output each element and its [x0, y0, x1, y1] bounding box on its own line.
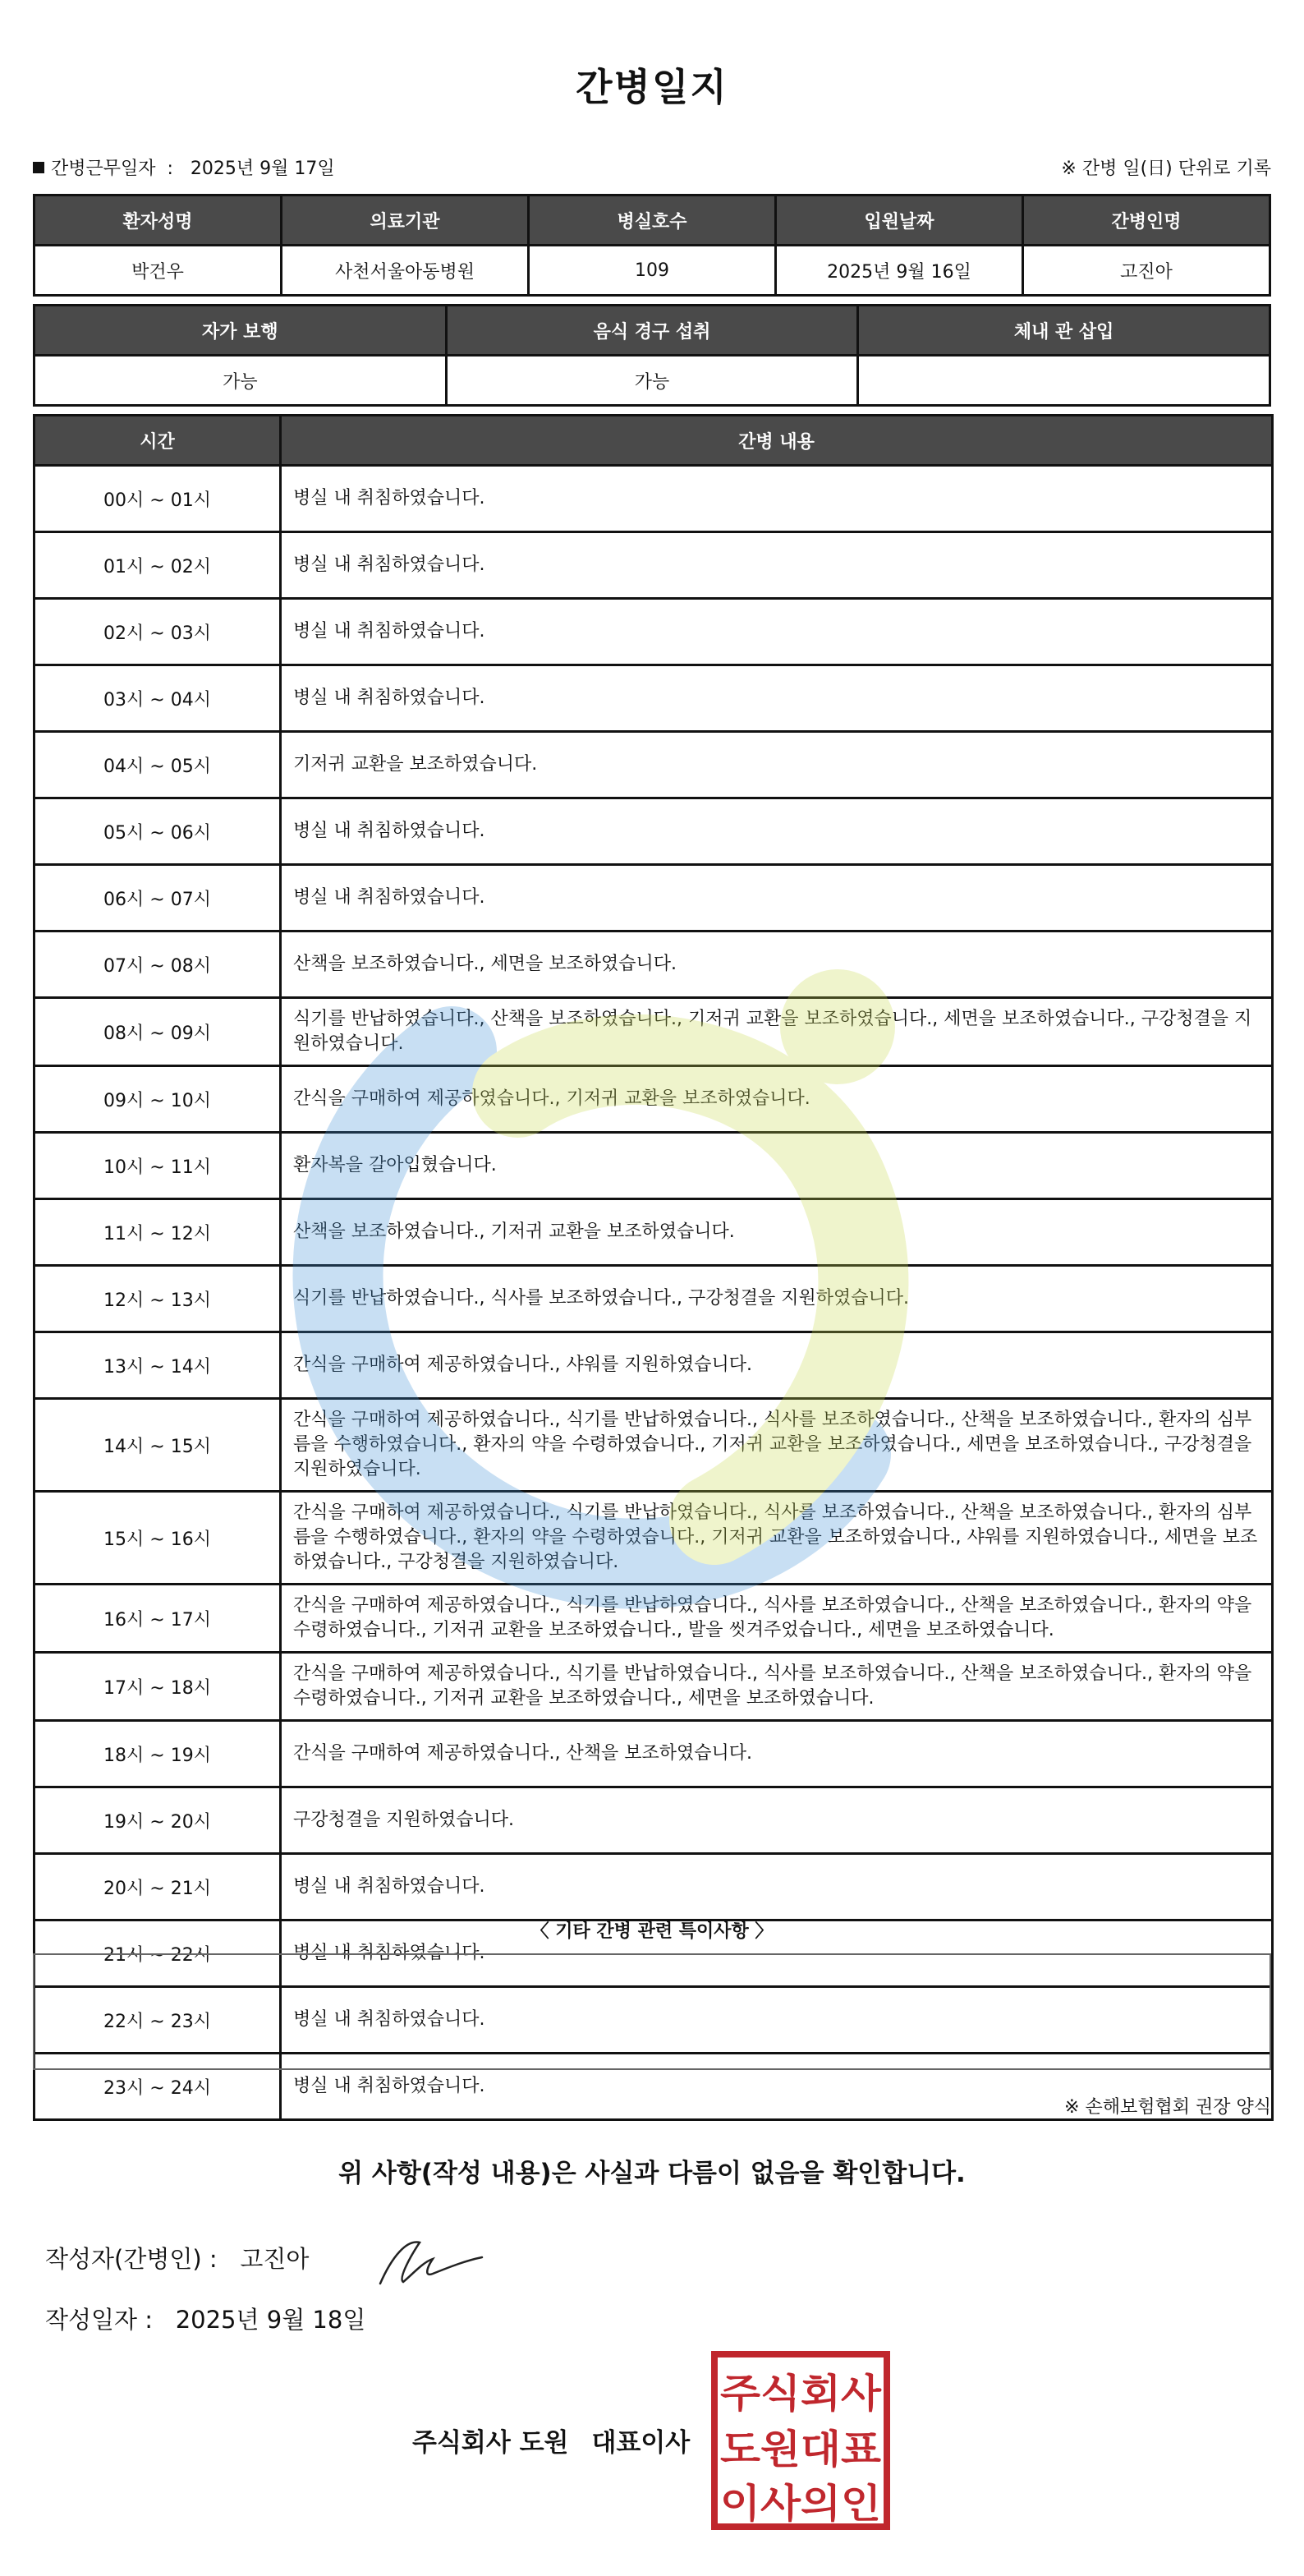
- patient-info-table: [33, 194, 1271, 297]
- log-content: 구강청결을 지원하였습니다.: [281, 1787, 1273, 1854]
- header-caregiver-name: 간병인명: [1023, 196, 1270, 246]
- log-time: 15시 ~ 16시: [34, 1492, 281, 1585]
- log-time: 22시 ~ 23시: [34, 1987, 281, 2054]
- log-content: 산책을 보조하였습니다., 세면을 보조하였습니다.: [281, 932, 1273, 998]
- log-row: [34, 932, 1273, 998]
- log-time: 14시 ~ 15시: [34, 1399, 281, 1492]
- header-room: 병실호수: [529, 196, 776, 246]
- company-seal-icon: [709, 2349, 892, 2532]
- signature-icon: [374, 2233, 489, 2290]
- log-content: 병실 내 취침하였습니다.: [281, 665, 1273, 732]
- admission-date: 2025년 9월 16일: [776, 246, 1023, 296]
- log-row: [34, 466, 1273, 532]
- page-title: 간병일지: [576, 65, 728, 109]
- work-date-value: 2025년 9월 17일: [190, 159, 335, 179]
- log-content: 병실 내 취침하였습니다.: [281, 798, 1273, 865]
- log-row: [34, 1653, 1273, 1721]
- log-content: 간식을 구매하여 제공하였습니다., 식기를 반납하였습니다., 식사를 보조하였습니다., 산책을 보조하였습니다., 환자의 약을 수령하였습니다., 기저귀 교환을 보조하였습니다., 발을 씻겨주었습니다., 세면을 보조하였습니다.: [281, 1585, 1273, 1653]
- header-oral-intake: 음식 경구 섭취: [446, 306, 858, 356]
- log-time: 11시 ~ 12시: [34, 1199, 281, 1266]
- log-time: 08시 ~ 09시: [34, 998, 281, 1066]
- writer-label: 작성자(간병인) :: [45, 2245, 218, 2273]
- log-row: [34, 1266, 1273, 1332]
- log-row: [34, 1585, 1273, 1653]
- log-content: 병실 내 취침하였습니다.: [281, 1987, 1273, 2054]
- log-content: 간식을 구매하여 제공하였습니다., 기저귀 교환을 보조하였습니다.: [281, 1066, 1273, 1133]
- log-content: 식기를 반납하였습니다., 산책을 보조하였습니다., 기저귀 교환을 보조하였습니다., 세면을 보조하였습니다., 구강청결을 지원하였습니다.: [281, 998, 1273, 1066]
- header-hospital: 의료기관: [282, 196, 529, 246]
- header-time: 시간: [34, 416, 281, 466]
- tube-value: [858, 356, 1270, 406]
- log-content: 병실 내 취침하였습니다.: [281, 2054, 1273, 2120]
- status-header-row: [34, 306, 1270, 356]
- log-row: [34, 998, 1273, 1066]
- log-time: 04시 ~ 05시: [34, 732, 281, 798]
- log-time: 19시 ~ 20시: [34, 1787, 281, 1854]
- room-number: 109: [529, 246, 776, 296]
- log-content: 간식을 구매하여 제공하였습니다., 식기를 반납하였습니다., 식사를 보조하였습니다., 산책을 보조하였습니다., 환자의 심부름을 수행하였습니다., 환자의 약을 수령하였습니다., 기저귀 교환을 보조하였습니다., 샤워를 지원하였습니다., 세면을 보조하였습니다., 구강청결을 지원하였습니다.: [281, 1492, 1273, 1585]
- write-date-label: 작성일자 :: [45, 2306, 154, 2334]
- seal-line-2: 도원대표: [720, 2426, 882, 2472]
- work-date-row: [33, 154, 1271, 179]
- log-content: 병실 내 취침하였습니다.: [281, 1854, 1273, 1920]
- log-time: 18시 ~ 19시: [34, 1721, 281, 1787]
- header-tube: 체내 관 삽입: [858, 306, 1270, 356]
- log-time: 07시 ~ 08시: [34, 932, 281, 998]
- log-content: 간식을 구매하여 제공하였습니다., 샤워를 지원하였습니다.: [281, 1332, 1273, 1399]
- seal-line-1: 주식회사: [720, 2371, 882, 2417]
- bullet-square-icon: [33, 162, 44, 173]
- unit-note: ※ 간병 일(日) 단위로 기록: [1061, 159, 1271, 179]
- log-content: 간식을 구매하여 제공하였습니다., 식기를 반납하였습니다., 식사를 보조하였습니다., 산책을 보조하였습니다., 환자의 심부름을 수행하였습니다., 환자의 약을 수령하였습니다., 기저귀 교환을 보조하였습니다., 세면을 보조하였습니다., 구강청결을 지원하였습니다.: [281, 1399, 1273, 1492]
- write-date-row: [45, 2302, 365, 2335]
- log-row: [34, 732, 1273, 798]
- log-row: [34, 1332, 1273, 1399]
- log-row: [34, 865, 1273, 932]
- header-content: 간병 내용: [281, 416, 1273, 466]
- log-row: [34, 1199, 1273, 1266]
- notes-title: 〈 기타 간병 관련 특이사항 〉: [530, 1921, 774, 1942]
- log-time: 23시 ~ 24시: [34, 2054, 281, 2120]
- log-content: 식기를 반납하였습니다., 식사를 보조하였습니다., 구강청결을 지원하였습니다.: [281, 1266, 1273, 1332]
- work-date-separator: :: [167, 159, 173, 179]
- patient-value-row: [34, 246, 1270, 296]
- company-title: 대표이사: [591, 2428, 691, 2458]
- log-time: 10시 ~ 11시: [34, 1133, 281, 1199]
- log-time: 12시 ~ 13시: [34, 1266, 281, 1332]
- notes-box: [33, 1953, 1271, 2070]
- oral-intake-value: 가능: [446, 356, 858, 406]
- company-name: 주식회사 도원: [412, 2428, 569, 2458]
- log-content: 병실 내 취침하였습니다.: [281, 532, 1273, 599]
- log-row: [34, 1787, 1273, 1854]
- log-content: 기저귀 교환을 보조하였습니다.: [281, 732, 1273, 798]
- log-time: 16시 ~ 17시: [34, 1585, 281, 1653]
- log-row: [34, 665, 1273, 732]
- writer-row: [45, 2241, 309, 2275]
- log-row: [34, 599, 1273, 665]
- log-row: [34, 1399, 1273, 1492]
- log-time: 02시 ~ 03시: [34, 599, 281, 665]
- recommend-note: ※ 손해보험협회 권장 양식: [1064, 2097, 1271, 2118]
- log-time: 21시 ~ 22시: [34, 1920, 281, 1987]
- work-date: [33, 154, 335, 180]
- log-time: 03시 ~ 04시: [34, 665, 281, 732]
- log-row: [34, 532, 1273, 599]
- log-row: [34, 798, 1273, 865]
- log-time: 01시 ~ 02시: [34, 532, 281, 599]
- log-row: [34, 1066, 1273, 1133]
- log-time: 13시 ~ 14시: [34, 1332, 281, 1399]
- patient-header-row: [34, 196, 1270, 246]
- log-content: 병실 내 취침하였습니다.: [281, 865, 1273, 932]
- log-header-row: [34, 416, 1273, 466]
- log-time: 20시 ~ 21시: [34, 1854, 281, 1920]
- log-content: 간식을 구매하여 제공하였습니다., 산책을 보조하였습니다.: [281, 1721, 1273, 1787]
- log-content: 병실 내 취침하였습니다.: [281, 466, 1273, 532]
- walking-value: 가능: [34, 356, 447, 406]
- log-content: 병실 내 취침하였습니다.: [281, 599, 1273, 665]
- header-patient-name: 환자성명: [34, 196, 282, 246]
- writer-name: 고진아: [240, 2245, 310, 2273]
- log-time: 17시 ~ 18시: [34, 1653, 281, 1721]
- confirmation-text: 위 사항(작성 내용)은 사실과 다름이 없음을 확인합니다.: [338, 2159, 966, 2188]
- log-content: 병실 내 취침하였습니다.: [281, 1920, 1273, 1987]
- log-time: 06시 ~ 07시: [34, 865, 281, 932]
- seal-line-3: 이사의인: [720, 2481, 881, 2527]
- patient-name: 박건우: [34, 246, 282, 296]
- log-row: [34, 1854, 1273, 1920]
- log-time: 00시 ~ 01시: [34, 466, 281, 532]
- caregiver-name: 고진아: [1023, 246, 1270, 296]
- company-row: [412, 2422, 690, 2459]
- hospital-name: 사천서울아동병원: [282, 246, 529, 296]
- patient-status-table: [33, 304, 1271, 407]
- header-walking: 자가 보행: [34, 306, 447, 356]
- log-row: [34, 1492, 1273, 1585]
- log-row: [34, 1133, 1273, 1199]
- log-content: 환자복을 갈아입혔습니다.: [281, 1133, 1273, 1199]
- log-time: 05시 ~ 06시: [34, 798, 281, 865]
- header-admission-date: 입원날짜: [776, 196, 1023, 246]
- log-row: [34, 1721, 1273, 1787]
- status-value-row: [34, 356, 1270, 406]
- log-content: 산책을 보조하였습니다., 기저귀 교환을 보조하였습니다.: [281, 1199, 1273, 1266]
- write-date-value: 2025년 9월 18일: [175, 2306, 366, 2334]
- care-log-table: [33, 414, 1274, 2121]
- log-time: 09시 ~ 10시: [34, 1066, 281, 1133]
- work-date-label: 간병근무일자: [51, 159, 156, 179]
- log-content: 간식을 구매하여 제공하였습니다., 식기를 반납하였습니다., 식사를 보조하였습니다., 산책을 보조하였습니다., 환자의 약을 수령하였습니다., 기저귀 교환을 보조하였습니다., 세면을 보조하였습니다.: [281, 1653, 1273, 1721]
